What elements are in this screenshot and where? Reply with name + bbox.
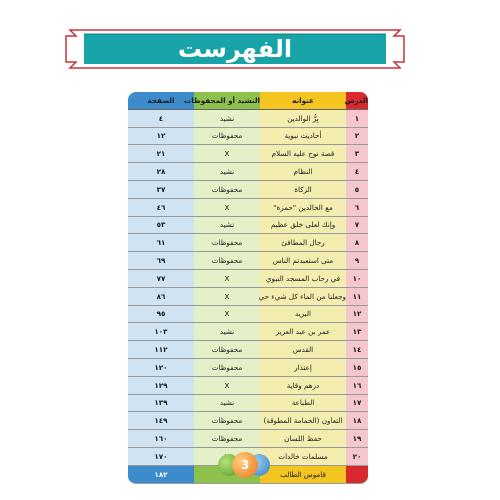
header-page: الصفحة [128, 92, 194, 110]
lesson-page: ١٦٠ [128, 430, 194, 448]
header-lesson: الدرس [346, 92, 368, 110]
lesson-page: ١٠٣ [128, 323, 194, 341]
lesson-type: نشيد [194, 163, 260, 181]
lesson-type: محفوظات [194, 252, 260, 270]
page-number-badge [218, 452, 278, 482]
table-row [128, 377, 368, 395]
lesson-page: ٣٧ [128, 181, 194, 199]
table-row [128, 395, 368, 413]
lesson-number: ١٣ [346, 323, 368, 341]
table-row [128, 288, 368, 306]
lesson-type: محفوظات [194, 341, 260, 359]
lesson-page: ٨٦ [128, 288, 194, 306]
lesson-type: X [194, 199, 260, 217]
lesson-title: إعتذار [260, 359, 346, 377]
lesson-number: ١٥ [346, 359, 368, 377]
lesson-number: ٢٠ [346, 448, 368, 466]
lesson-title: الطباعة [260, 395, 346, 413]
lesson-type: محفوظات [194, 412, 260, 430]
table-row [128, 359, 368, 377]
lesson-page: ١٢ [128, 128, 194, 146]
lesson-number: ٨ [346, 234, 368, 252]
lesson-title: رجال المطافئ [260, 234, 346, 252]
lesson-title: القدس [260, 341, 346, 359]
table-header-row [128, 92, 368, 110]
table-row [128, 217, 368, 235]
lesson-number: ١١ [346, 288, 368, 306]
lesson-type: نشيد [194, 323, 260, 341]
lesson-title: وإنك لعلى خلق عظيم [260, 217, 346, 235]
lesson-type: X [194, 288, 260, 306]
lesson-title: أحاديث نبوية [260, 128, 346, 146]
lesson-number: ١ [346, 110, 368, 128]
lesson-number: ٦ [346, 199, 368, 217]
lesson-page: ١١٢ [128, 341, 194, 359]
lesson-page: ٦٩ [128, 252, 194, 270]
lesson-title: البريد [260, 306, 346, 324]
lesson-number: ٧ [346, 217, 368, 235]
lesson-page: ٤٦ [128, 199, 194, 217]
lesson-title: التعاون (الحمامة المطوقة) [260, 412, 346, 430]
footer-blank [346, 466, 368, 484]
table-row [128, 270, 368, 288]
lesson-title: مع الخالدين "حمزة" [260, 199, 346, 217]
lesson-number: ٢ [346, 128, 368, 146]
lesson-title: متى استعبدتم الناس [260, 252, 346, 270]
lesson-title: حفظ اللسان [260, 430, 346, 448]
lesson-page: ٢٨ [128, 163, 194, 181]
lesson-type: نشيد [194, 395, 260, 413]
lesson-title: قصة نوح عليه السلام [260, 145, 346, 163]
lesson-page: ١٤٩ [128, 412, 194, 430]
table-row [128, 128, 368, 146]
lesson-page: ٢١ [128, 145, 194, 163]
footer-page: ١٨٢ [128, 466, 194, 484]
lesson-title: عمر بن عبد العزيز [260, 323, 346, 341]
lesson-title: الزكاة [260, 181, 346, 199]
lesson-number: ٩ [346, 252, 368, 270]
lesson-page: ١٣٩ [128, 395, 194, 413]
lesson-number: ١٨ [346, 412, 368, 430]
lesson-type: X [194, 270, 260, 288]
lesson-page: ١٢٠ [128, 359, 194, 377]
lesson-type: X [194, 306, 260, 324]
lesson-title: وجعلنا من الماء كل شيء حي [260, 288, 346, 306]
lesson-number: ١٦ [346, 377, 368, 395]
lesson-page: ٦١ [128, 234, 194, 252]
lesson-type: X [194, 145, 260, 163]
lesson-page: ٩٥ [128, 306, 194, 324]
lesson-number: ١٢ [346, 306, 368, 324]
table-row [128, 430, 368, 448]
lesson-number: ١٤ [346, 341, 368, 359]
lesson-number: ٣ [346, 145, 368, 163]
page-number: 3 [232, 452, 258, 478]
lesson-page: ١٧٠ [128, 448, 194, 466]
header-type: النشيد أو المحفوظات [194, 92, 260, 110]
contents-table [128, 92, 368, 484]
lesson-type: محفوظات [194, 128, 260, 146]
lesson-number: ٤ [346, 163, 368, 181]
table-row [128, 306, 368, 324]
table-row [128, 252, 368, 270]
lesson-number: ١٠ [346, 270, 368, 288]
lesson-type: محفوظات [194, 430, 260, 448]
lesson-number: ٥ [346, 181, 368, 199]
lesson-number: ١٩ [346, 430, 368, 448]
table-row [128, 341, 368, 359]
lesson-type: محفوظات [194, 181, 260, 199]
table-row [128, 234, 368, 252]
lesson-type: محفوظات [194, 234, 260, 252]
lesson-title: مسلمات خالدات [260, 448, 346, 466]
header-title: عنوانه [260, 92, 346, 110]
lesson-type: نشيد [194, 110, 260, 128]
lesson-page: ١٢٩ [128, 377, 194, 395]
lesson-type: X [194, 377, 260, 395]
table-row [128, 412, 368, 430]
footer-title: قاموس الطالب [260, 466, 346, 484]
page-title: الفهرست [177, 35, 293, 63]
lesson-page: ٤ [128, 110, 194, 128]
table-row [128, 181, 368, 199]
lesson-title: النظام [260, 163, 346, 181]
lesson-page: ٥٣ [128, 217, 194, 235]
table-row [128, 145, 368, 163]
title-banner [60, 24, 410, 74]
lesson-title: في رحاب المسجد النبوي [260, 270, 346, 288]
lesson-title: درهم وقاية [260, 377, 346, 395]
table-row [128, 110, 368, 128]
table-row [128, 163, 368, 181]
table-row [128, 199, 368, 217]
lesson-type: نشيد [194, 217, 260, 235]
lesson-page: ٧٧ [128, 270, 194, 288]
lesson-type: محفوظات [194, 359, 260, 377]
lesson-number: ١٧ [346, 395, 368, 413]
lesson-title: بِرُّ الوالدين [260, 110, 346, 128]
table-row [128, 323, 368, 341]
